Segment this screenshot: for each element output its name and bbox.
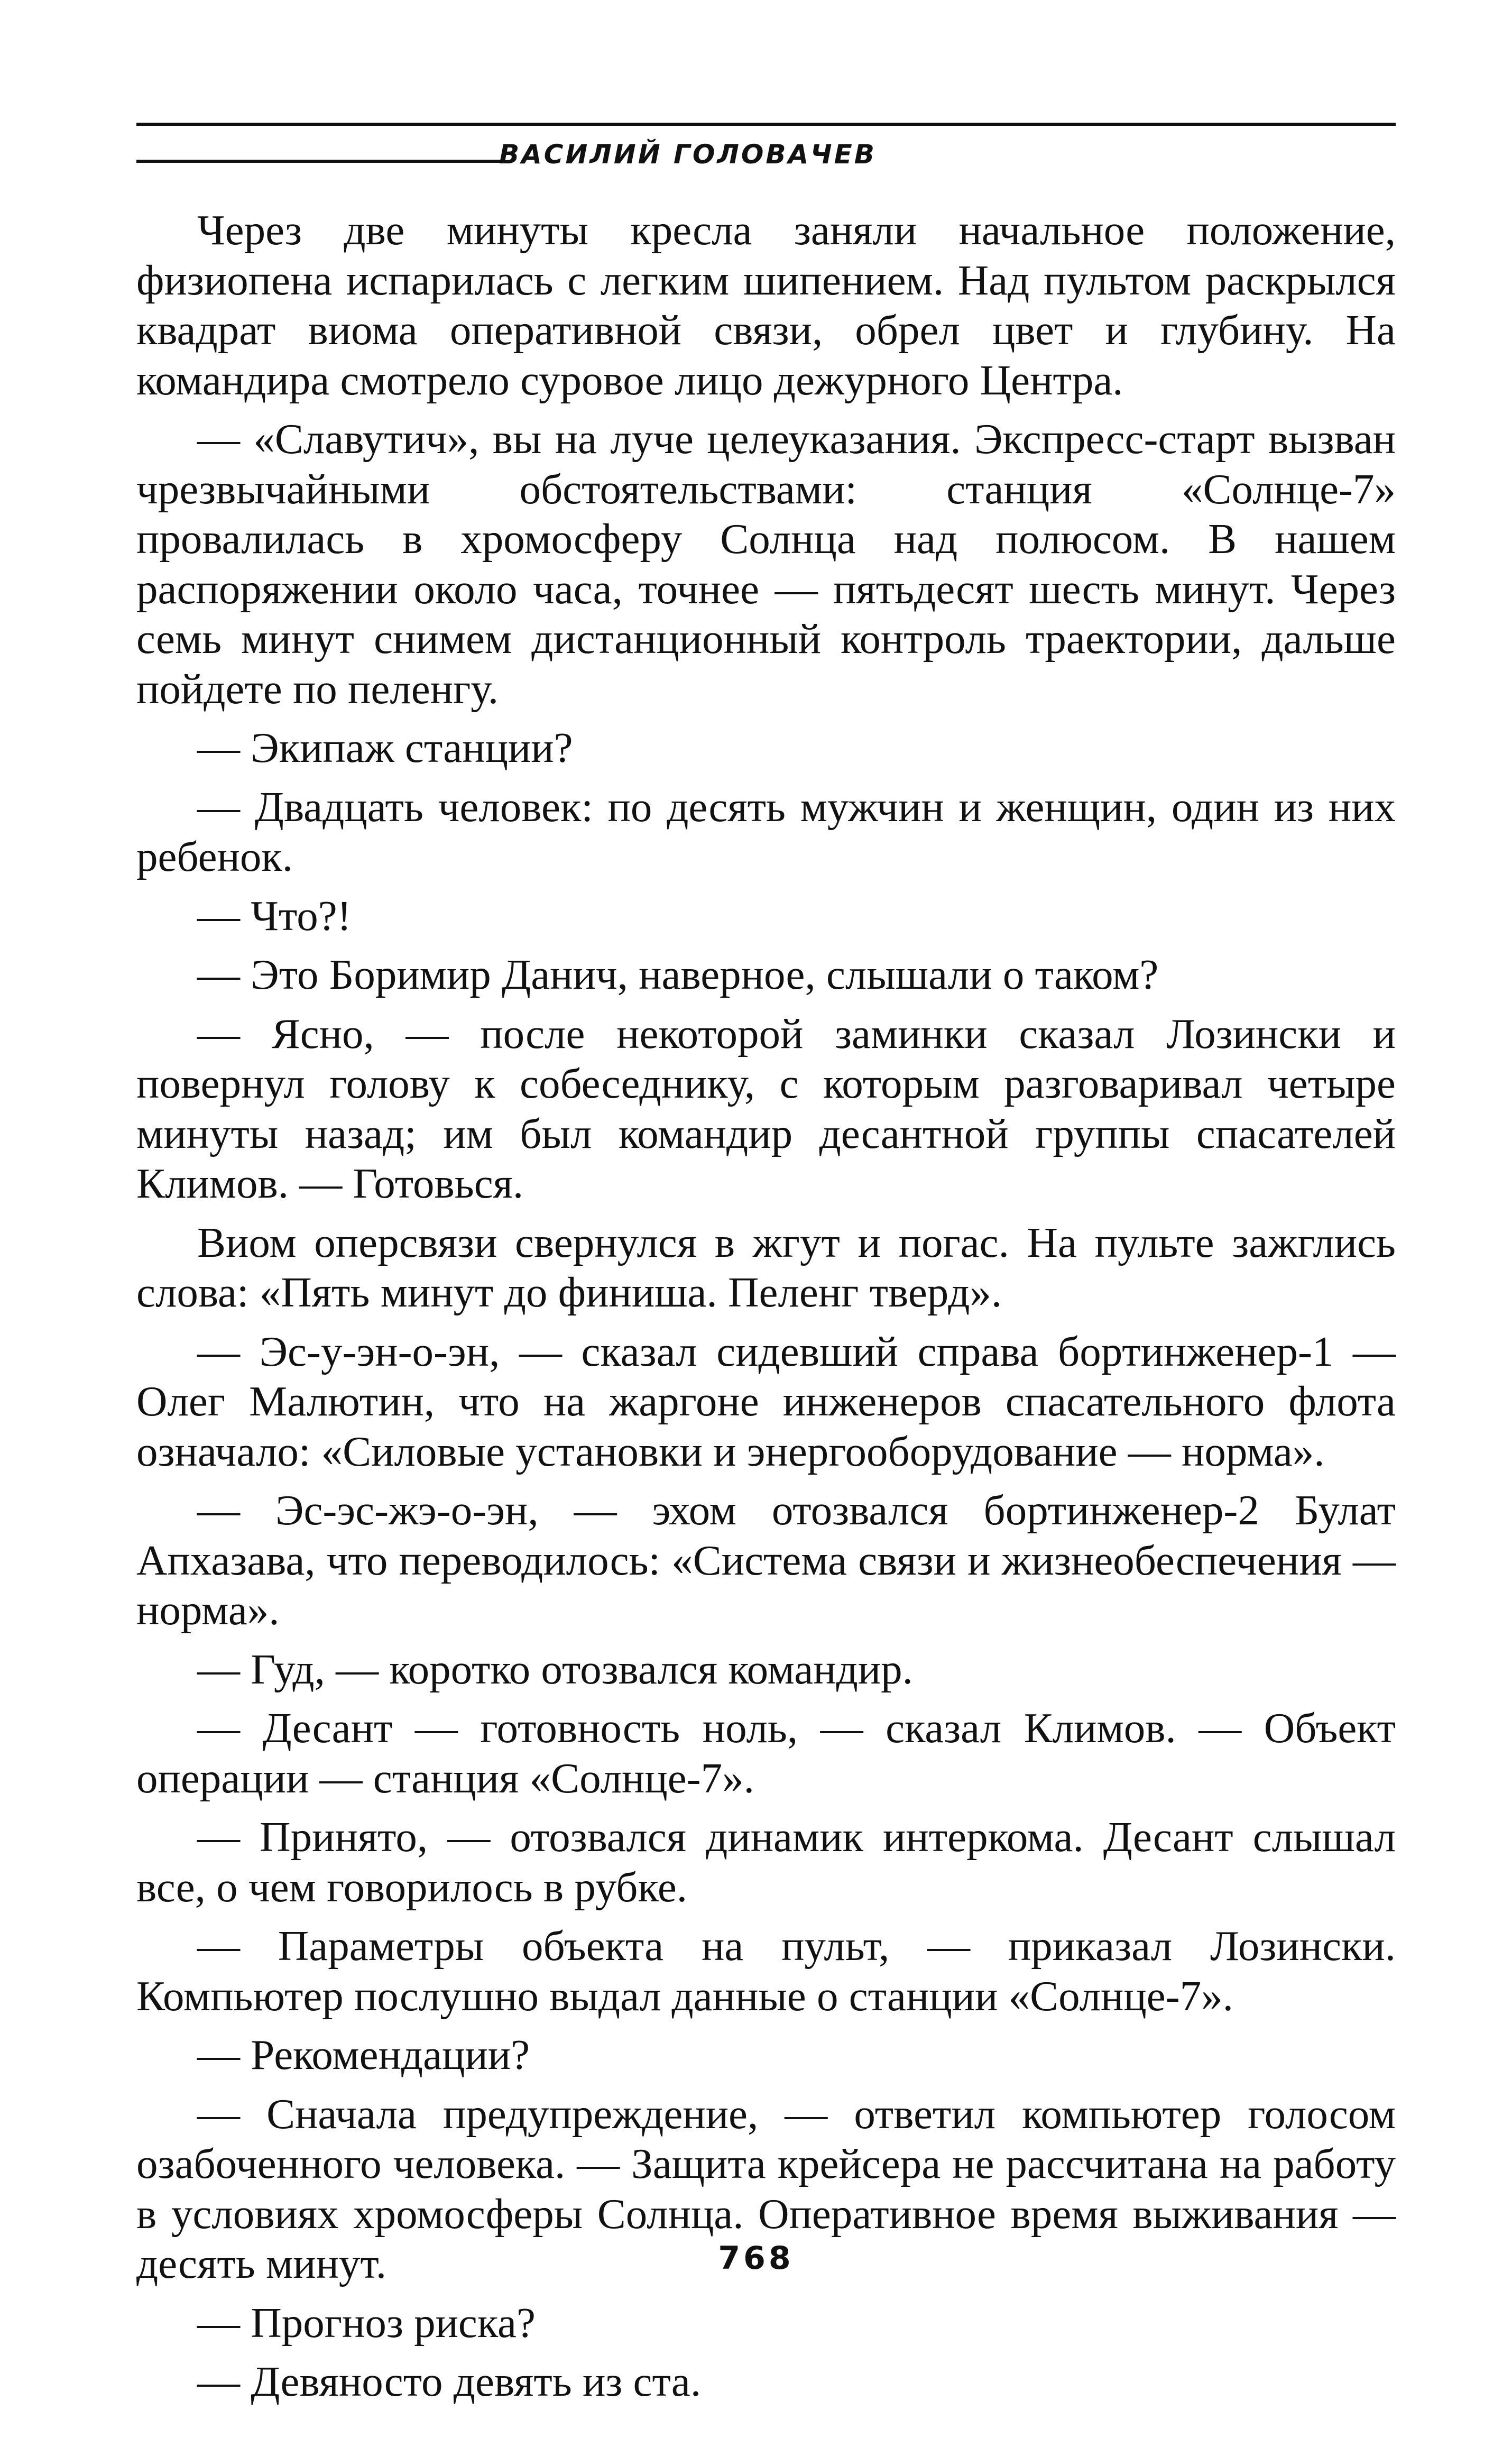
header-left-rule	[136, 160, 501, 163]
paragraph: — «Славутич», вы на луче целеуказания. Экспресс-старт вызван чрезвычайными обстоятельствами: станция «Солнце-7» провалилась в хромосферу Солнца над полюсом. В нашем распоряжении около часа, точнее — пятьдесят шесть минут. Через семь минут снимем дистанционный контроль траектории, дальше пойдете по пеленгу.	[136, 415, 1396, 713]
paragraph: — Рекомендации?	[197, 2031, 530, 2078]
paragraph: — Что?!	[197, 891, 352, 940]
header-top-rule	[136, 123, 1396, 126]
paragraph: — Эс-эс-жэ-о-эн, — эхом отозвался бортинженер-2 Булат Апхазава, что переводилось: «Система связи и жизнеобеспечения — норма».	[136, 1486, 1396, 1634]
running-header	[136, 139, 1396, 170]
paragraph: — Параметры объекта на пульт, — приказал Лозински. Компьютер послушно выдал данные о станции «Солнце-7».	[136, 1922, 1396, 2020]
running-head-author: ВАСИЛИЙ ГОЛОВАЧЕВ	[499, 139, 877, 170]
paragraph: Через две минуты кресла заняли начальное положение, физиопена испарилась с легким шипением. Над пультом раскрылся квадрат виома оперативной связи, обрел цвет и глубину. На командира смотрело суровое лицо дежурного Центра.	[136, 206, 1396, 404]
paragraph: — Экипаж станции?	[197, 724, 573, 771]
paragraph: — Прогноз риска?	[197, 2298, 536, 2347]
paragraph: — Ясно, — после некоторой заминки сказал Лозински и повернул голову к собеседнику, с которым разговаривал четыре минуты назад; им был командир десантной группы спасателей Климов. — Готовься.	[136, 1009, 1396, 1207]
paragraph: Виом оперсвязи свернулся в жгут и погас. На пульте зажглись слова: «Пять минут до финиша. Пеленг тверд».	[136, 1218, 1396, 1316]
paragraph: — Гуд, — коротко отозвался командир.	[197, 1645, 913, 1693]
paragraph: — Эс-у-эн-о-эн, — сказал сидевший справа бортинженер-1 — Олег Малютин, что на жаргоне инженеров спасательного флота означало: «Силовые установки и энергооборудование — норма».	[136, 1327, 1396, 1475]
body-text	[136, 205, 1396, 2416]
paragraph: — Десант — готовность ноль, — сказал Климов. — Объект операции — станция «Солнце-7».	[136, 1704, 1396, 1802]
paragraph: — Это Боримир Данич, наверное, слышали о таком?	[197, 951, 1159, 998]
paragraph: — Принято, — отозвался динамик интеркома. Десант слышал все, о чем говорилось в рубке.	[136, 1813, 1396, 1911]
paragraph: — Двадцать человек: по десять мужчин и женщин, один из них ребенок.	[136, 783, 1396, 880]
paragraph: — Сначала предупреждение, — ответил компьютер голосом озабоченного человека. — Защита крейсера не рассчитана на работу в условиях хромосферы Солнца. Оперативное время выживания — десять минут.	[136, 2090, 1396, 2287]
paragraph: — Девяносто девять из ста.	[197, 2358, 702, 2405]
page-number: 768	[718, 2240, 794, 2277]
